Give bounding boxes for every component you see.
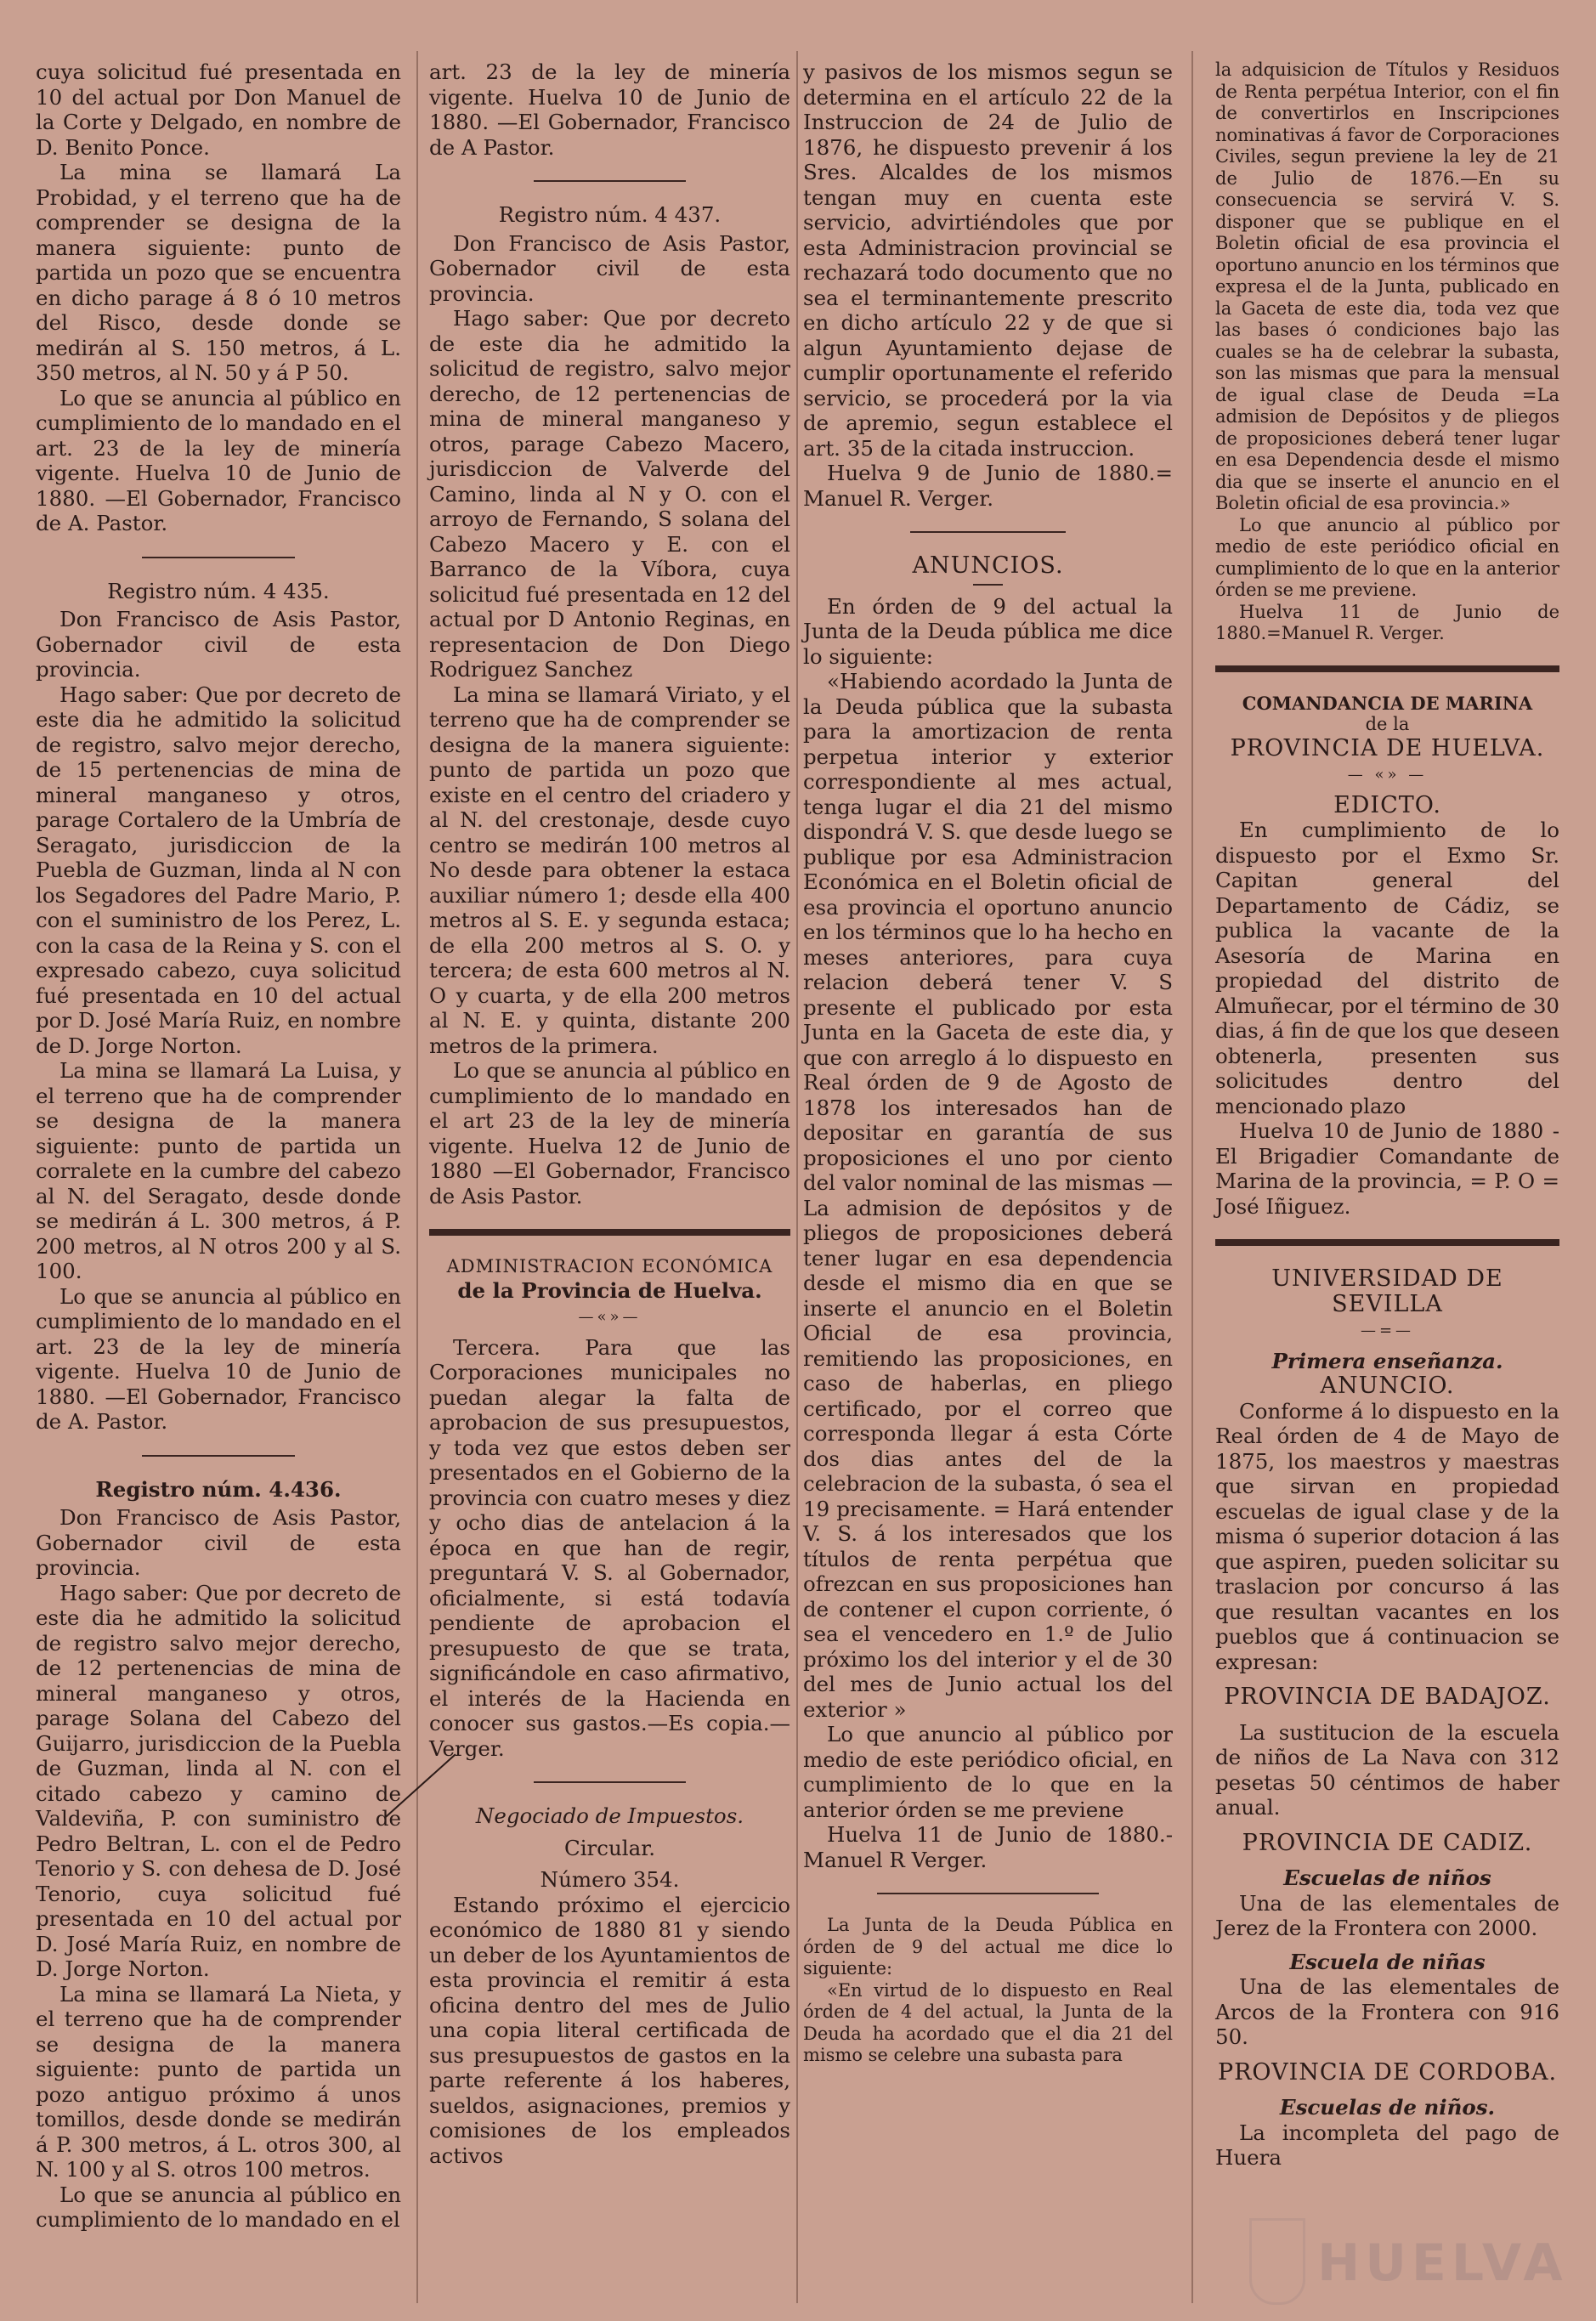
registro-title: Registro núm. 4 435. [107,578,330,603]
universidad-heading: UNIVERSIDAD DE SEVILLA [1271,1265,1503,1317]
section-rule [910,531,1066,533]
ornament: —«»— [578,1308,642,1326]
watermark-text: HUELVA [1317,2233,1568,2293]
section-rule [1215,665,1559,672]
section-rule [534,1781,686,1783]
edicto-heading: EDICTO. [1333,791,1441,818]
paragraph: Huelva 9 de Junio de 1880.= Manuel R. Verger. [803,461,1173,511]
paragraph: Lo que se anuncia al público en cumplimiento de lo mandado en el art. 23 de la ley de minería vigente. Huelva 10 de Junio de 1880. —El Gobernador, Francisco de A. Pastor. [36,385,401,535]
column-divider [796,51,798,2303]
column-4 [1215,59,1559,2171]
column-divider [1191,51,1193,2303]
registro-title: Registro núm. 4 437. [498,202,722,227]
paragraph: Hago saber: Que por decreto de este dia he admitido la solicitud de registro, salvo mejor derecho, de 12 pertenencias de mina de mineral manganeso y otros, parage Cabezo Macero, jurisdiccion de Valverde del Camino, linda al N y O. con el arroyo de Fernando, S solana del Cabezo Macero y E. con el Barranco de la Víbora, cuya solicitud fué presentada en 12 del actual por D Antonio Reginas, en representacion de Don Diego Rodriguez Sanchez [429,306,790,682]
section-heading: ADMINISTRACION ECONÓMICA [446,1256,773,1277]
paragraph: cuya solicitud fué presentada en 10 del actual por Don Manuel de la Corte y Delgado, en nombre de D. Benito Ponce. [36,59,401,160]
paragraph: Don Francisco de Asis Pastor, Gobernador civil de esta provincia. [429,230,790,306]
heading-rule [973,584,1003,586]
paragraph: Lo que se anuncia al público en cumplimiento de lo mandado en el art 23 de la ley de minería vigente. Huelva 12 de Junio de 1880 —El Gobernador, Francisco de Asis Pastor. [429,1058,790,1209]
section-subheading: de la Provincia de Huelva. [457,1277,762,1303]
paragraph: y pasivos de los mismos segun se determina en el artículo 22 de la Instruccion de 24 de Julio de 1876, he dispuesto prevenir á los Sres. Alcaldes de los mismos tengan muy en cuenta este servicio, advirtiéndoles que por esta Administracion provincial se rechazará todo documento que no sea el terminantemente prescrito en dicho artículo 22 y de que si algun Ayuntamiento dejase de cumplir oportunamente el referido servicio, se procederá por la via de apremio, segun establece el art. 35 de la citada instruccion. [803,59,1173,461]
column-3 [803,59,1173,2067]
province-heading: PROVINCIA DE CADIZ. [1242,1829,1533,1856]
section-rule [429,1229,790,1236]
paragraph: Don Francisco de Asis Pastor, Gobernador civil de esta provincia. [36,607,401,682]
section-subheading: Primera enseñanza. [1271,1348,1503,1373]
section-rule [877,1893,1099,1894]
paragraph: Una de las elementales de Arcos de la Frontera con 916 50. [1215,1974,1559,2049]
paragraph: Lo que anuncio al público por medio de este periódico oficial en cumplimiento de lo que en la anterior órden se me previene. [1215,514,1559,600]
paragraph: La incompleta del pago de Huera [1215,2120,1559,2170]
section-heading: Negociado de Impuestos. [475,1803,744,1828]
paragraph: Tercera. Para que las Corporaciones municipales no puedan alegar la falta de aprobacion de sus presupuestos, y toda vez que estos deben ser presentados en el Gobierno de la provincia con cuatro meses y diez y ocho dias de antelacion á la época en que han de regir, preguntará V. S. al Gobernador, oficialmente, si está todavía pendiente de aprobacion el presupuesto de que se trata, significándole en caso afirmativo, el interés de la Hacienda en conocer sus gastos.—Es copia.— Verger. [429,1334,790,1761]
paragraph: La Junta de la Deuda Pública en órden de 9 del actual me dice lo siguiente: [803,1915,1173,1979]
school-heading: Escuelas de niños. [1279,2095,1496,2120]
shield-icon [1249,2218,1305,2305]
paragraph: Huelva 11 de Junio de 1880.- Manuel R Verger. [803,1822,1173,1872]
section-rule [1215,1239,1559,1246]
section-heading: de la [1365,714,1410,734]
column-1 [36,59,401,2233]
paragraph: «En virtud de lo dispuesto en Real órden de 4 del actual, la Junta de la Deuda ha acordado que el dia 21 del mismo se celebre una subasta para [803,1979,1173,2065]
paragraph: Huelva 10 de Junio de 1880 - El Brigadier Comandante de Marina de la provincia, = P. O = José Iñiguez. [1215,1118,1559,1219]
paragraph: En cumplimiento de lo dispuesto por el Exmo Sr. Capitan general del Departamento de Cádiz, se publica la vacante de la Asesoría de Marina en propiedad del distrito de Almuñecar, por el término de 30 dias, á fin de que los que deseen obtenerla, presenten sus solicitudes dentro del mencionado plazo [1215,818,1559,1118]
school-heading: Escuelas de niños [1283,1865,1491,1890]
column-divider [416,51,418,2303]
anuncio-heading: ANUNCIO. [1320,1373,1455,1399]
school-heading: Escuela de niñas [1289,1949,1486,1974]
numero-label: Número 354. [540,1867,680,1892]
paragraph: Conforme á lo dispuesto en la Real órden de 4 de Mayo de 1875, los maestros y maestras que sirvan en propiedad escuelas de igual clase y de la misma ó superior dotacion á las que aspiren, pueden solicitar su traslacion por concurso á las que resultan vacantes en los pueblos que á continuacion se expresan: [1215,1398,1559,1674]
paragraph: Lo que anuncio al público por medio de este periódico oficial, en cumplimiento de lo que en la anterior órden se me previene [803,1722,1173,1822]
section-heading: COMANDANCIA DE MARINA [1242,692,1533,714]
paragraph: La mina se llamará La Nieta, y el terreno que ha de comprender se designa de la manera siguiente: punto de partida un pozo antiguo próximo á unos tomillos, desde donde se medirán á P. 300 metros, á L. otros 300, al N. 100 y al S. otros 100 metros. [36,1981,401,2182]
paragraph: Lo que se anuncia al público en cumplimiento de lo mandado en el art. 23 de la ley de minería vigente. Huelva 10 de Junio de 1880. —El Gobernador, Francisco de A. Pastor. [36,1283,401,1434]
section-subheading: Circular. [563,1835,656,1860]
province-heading: PROVINCIA DE CORDOBA. [1217,2058,1558,2086]
paragraph: La mina se llamará La Luisa, y el terreno que ha de comprender se designa de la manera siguiente: punto de partida un corralete en la cumbre del cabezo al N. del Seragato, desde donde se medirán á L. 300 metros, á P. 200 metros, al N otros 200 y al S. 100. [36,1058,401,1283]
paragraph: La sustitucion de la escuela de niños de La Nava con 312 pesetas 50 céntimos de haber anual. [1215,1719,1559,1820]
section-rule [142,1455,296,1457]
archive-watermark [1249,2218,1572,2303]
section-rule [534,180,686,182]
paragraph: La mina se llamará La Probidad, y el terreno que ha de comprender se designa de la manera siguiente: punto de partida un pozo que se encuentra en dicho parage á 8 ó 10 metros del Risco, desde donde se medirán al S. 150 metros, á L. 350 metros, al N. 50 y á P 50. [36,160,401,385]
paragraph: Huelva 11 de Junio de 1880.=Manuel R. Verger. [1215,601,1559,643]
section-heading: PROVINCIA DE HUELVA. [1230,734,1545,761]
province-heading: PROVINCIA DE BADAJOZ. [1224,1684,1551,1710]
paragraph: Hago saber: Que por decreto de este dia he admitido la solicitud de registro, salvo mejor derecho, de 15 pertenencias de mina de mineral manganeso y otros, parage Cortalero de la Umbría de Seragato, jurisdiccion de la Puebla de Guzman, linda al N con los Segadores del Padre Mario, P. con el suministro de los Perez, L. con la casa de la Reina y S. con el expresado cabezo, cuya solicitud fué presentada en 10 del actual por D. José María Ruiz, en nombre de D. Jorge Norton. [36,682,401,1058]
section-rule [142,557,296,558]
paragraph: Don Francisco de Asis Pastor, Gobernador civil de esta provincia. [36,1505,401,1580]
paragraph: art. 23 de la ley de minería vigente. Huelva 10 de Junio de 1880. —El Gobernador, Francisco de A Pastor. [429,59,790,160]
column-2 [429,59,790,2168]
paragraph: La mina se llamará Viriato, y el terreno que ha de comprender se designa de la manera siguiente: punto de partida un pozo que existe en el centro del criadero y al N. del crestonaje, desde cuyo centro se medirán 100 metros al No desde para obtener la estaca auxiliar número 1; desde ella 400 metros al S. E. y segunda estaca; de ella 200 metros al S. O. y tercera; de esta 600 metros al N. O y cuarta, y de ella 200 metros al N. E. y quinta, distante 200 metros de la primera. [429,682,790,1058]
registro-title: Registro núm. 4.436. [95,1476,342,1502]
paragraph: «Habiendo acordado la Junta de la Deuda pública que la subasta para la amortizacion de renta perpetua interior y exterior correspondiente al mes actual, tenga lugar el dia 21 del mismo dispondrá V. S. que desde luego se publique por esa Administracion Económica en el Boletin oficial de esa provincia el oportuno anuncio en los términos que lo ha hecho en meses anteriores, para cuya relacion deberá tener V. S presente el publicado por esta Junta en la Gaceta de este dia, y que con arreglo á lo dispuesto en Real órden de 9 de Agosto de 1878 los interesados han de depositar en garantía de sus proposiciones el uno por ciento del valor nominal de las mismas —La admision de depósitos y de pliegos de proposiciones deberá tener lugar en esa dependencia desde el mismo dia en que se inserte el anuncio en el Boletin Oficial de esa provincia, remitiendo las proposiciones, en caso de haberlas, en pliego certificado, por el correo que corresponda llegar á esta Córte dos dias antes del de la celebracion de la subasta, ó sea el 19 precisamente. = Hará entender V. S. á los interesados que los títulos de renta perpétua que ofrezcan en sus proposiciones han de contener el cupon corriente, ó sea el vencedero en 1.º de Julio próximo los del interior y el de 30 del mes de Junio actual los del exterior » [803,669,1173,1722]
paragraph: Hago saber: Que por decreto de este dia he admitido la solicitud de registro salvo mejor derecho, de 12 pertenencias de mina de mineral manganeso y otros, parage Solana del Cabezo del Guijarro, jurisdiccion de la Puebla de Guzman, linda al N. con el citado cabezo y camino de Valdeviña, P. con suministro de Pedro Beltran, L. con el de Pedro Tenorio y S. con dehesa de D. José Tenorio, cuya solicitud fué presentada en 10 del actual por D. José María Ruiz, en nombre de D. Jorge Norton. [36,1580,401,1981]
ornament: — «» — [1347,766,1428,784]
ornament: —=— [1360,1322,1415,1339]
anuncios-heading: ANUNCIOS. [912,552,1064,579]
paragraph: Estando próximo el ejercicio económico de 1880 81 y siendo un deber de los Ayuntamientos de esta provincia el remitir á esta oficina dentro del mes de Julio una copia literal certificada de sus presupuestos de gastos en la parte referente á los haberes, sueldos, asignaciones, premios y comisiones de los empleados activos [429,1892,790,2168]
paragraph: Lo que se anuncia al público en cumplimiento de lo mandado en el [36,2182,401,2232]
paragraph: Una de las elementales de Jerez de la Frontera con 2000. [1215,1890,1559,1940]
paragraph: En órden de 9 del actual la Junta de la Deuda pública me dice lo siguiente: [803,593,1173,669]
paragraph: la adquisicion de Títulos y Residuos de Renta perpétua Interior, con el fin de convertirlos en Inscripciones nominativas á favor de Corporaciones Civiles, segun previene la ley de 21 de Julio de 1876.—En su consecuencia se servirá V. S. disponer que se publique en el Boletin oficial de esa provincia el oportuno anuncio en los términos que expresa el de la Junta, publicado en la Gaceta de este dia, toda vez que las bases ó condiciones bajo las cuales se ha de celebrar la subasta, son las mismas que para la mensual de igual clase de Deuda =La admision de Depósitos y de pliegos de proposiciones deberá tener lugar en esa Dependencia desde el mismo dia que se inserte el anuncio en el Boletin oficial de esa provincia.» [1215,59,1559,513]
